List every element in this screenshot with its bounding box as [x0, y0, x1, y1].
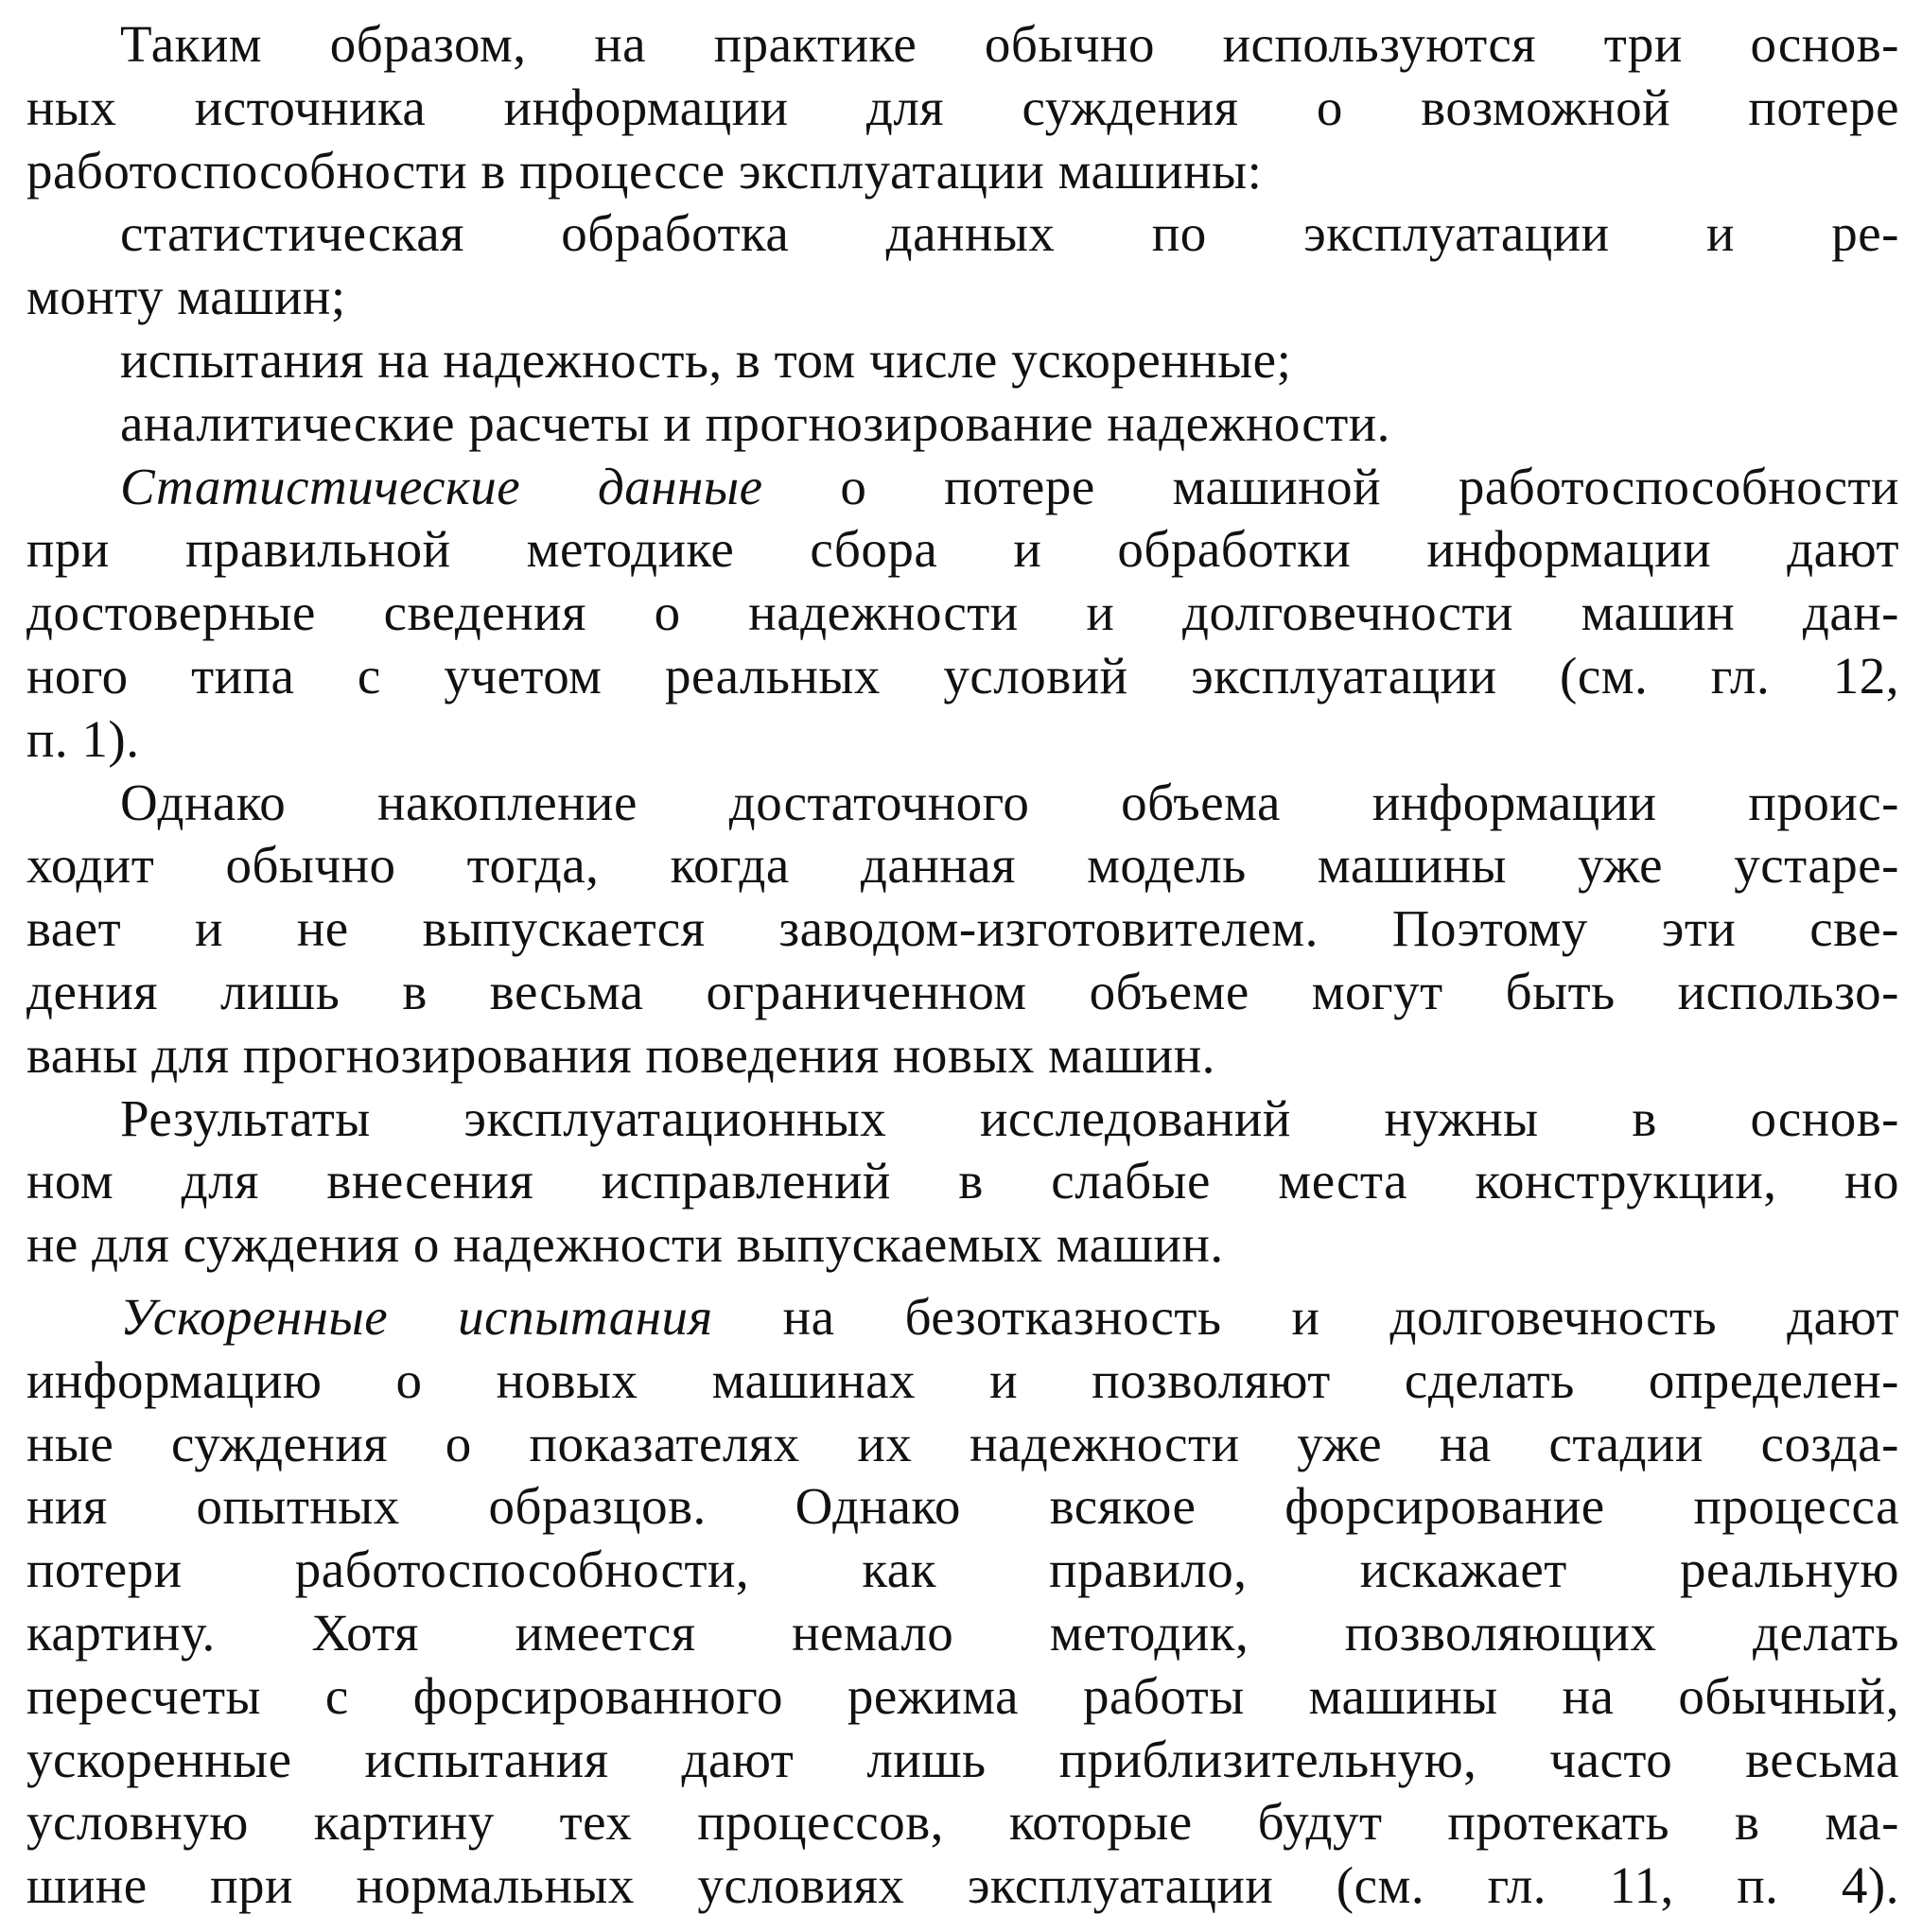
text-line: ваны для прогнозирования поведения новых машин.: [26, 1025, 1215, 1084]
text-line: ходит обычно тогда, когда данная модель машины уже устаре-: [26, 836, 1899, 895]
list-item-line: монту машин;: [26, 268, 346, 326]
text-line: [120, 456, 1899, 519]
text-line: информацию о новых машинах и позволяют сделать определен-: [26, 1350, 1899, 1409]
text-line: ные суждения о показателях их надежности уже на стадии созда-: [26, 1414, 1899, 1472]
text-line: не для суждения о надежности выпускаемых машин.: [26, 1215, 1224, 1274]
text-line: картину. Хотя имеется немало методик, позволяющих делать: [26, 1603, 1899, 1662]
text-line: Результаты эксплуатационных исследований нужны в основ-: [120, 1088, 1899, 1147]
text-line: потери работоспособности, как правило, искажает реальную: [26, 1540, 1899, 1599]
text-line: вает и не выпускается заводом-изготовителем. Поэтому эти све-: [26, 899, 1899, 958]
text-line: при правильной методике сбора и обработки информации дают: [26, 520, 1899, 579]
text-line: достоверные сведения о надежности и долговечности машин дан-: [26, 583, 1899, 642]
text-line: ном для внесения исправлений в слабые места конструкции, но: [26, 1152, 1899, 1210]
text-line: ния опытных образцов. Однако всякое форсирование процесса: [26, 1477, 1899, 1536]
italic-term: Статистические данные: [120, 457, 763, 515]
text-line: пересчеты с форсированного режима работы машины на обычный,: [26, 1666, 1899, 1725]
list-item-line: испытания на надежность, в том числе ускоренные;: [120, 330, 1292, 389]
text-line: ускоренные испытания дают лишь приблизительную, часто весьма: [26, 1730, 1899, 1788]
text-line: условную картину тех процессов, которые будут протекать в ма-: [26, 1793, 1899, 1852]
text-line: шине при нормальных условиях эксплуатации (см. гл. 11, п. 4).: [26, 1856, 1899, 1915]
text-line: Таким образом, на практике обычно используются три основ-: [120, 15, 1899, 73]
list-item-line: статистическая обработка данных по эксплуатации и ре-: [120, 204, 1899, 263]
text-line: работоспособности в процессе эксплуатации машины:: [26, 141, 1263, 200]
list-item-line: аналитические расчеты и прогнозирование надежности.: [120, 393, 1390, 452]
text-line: [120, 1286, 1899, 1349]
document-page: [26, 13, 1899, 1923]
text-fragment: на безотказность и долговечность дают: [712, 1287, 1899, 1346]
text-line: дения лишь в весьма ограниченном объеме могут быть использо-: [26, 962, 1899, 1020]
text-fragment: о потере машиной работоспособности: [762, 457, 1899, 515]
text-line: ных источника информации для суждения о возможной потере: [26, 78, 1899, 136]
text-line: п. 1).: [26, 709, 140, 768]
text-line: Однако накопление достаточного объема информации проис-: [120, 773, 1899, 831]
text-line: ного типа с учетом реальных условий эксплуатации (см. гл. 12,: [26, 646, 1899, 705]
italic-term: Ускоренные испытания: [120, 1287, 713, 1346]
